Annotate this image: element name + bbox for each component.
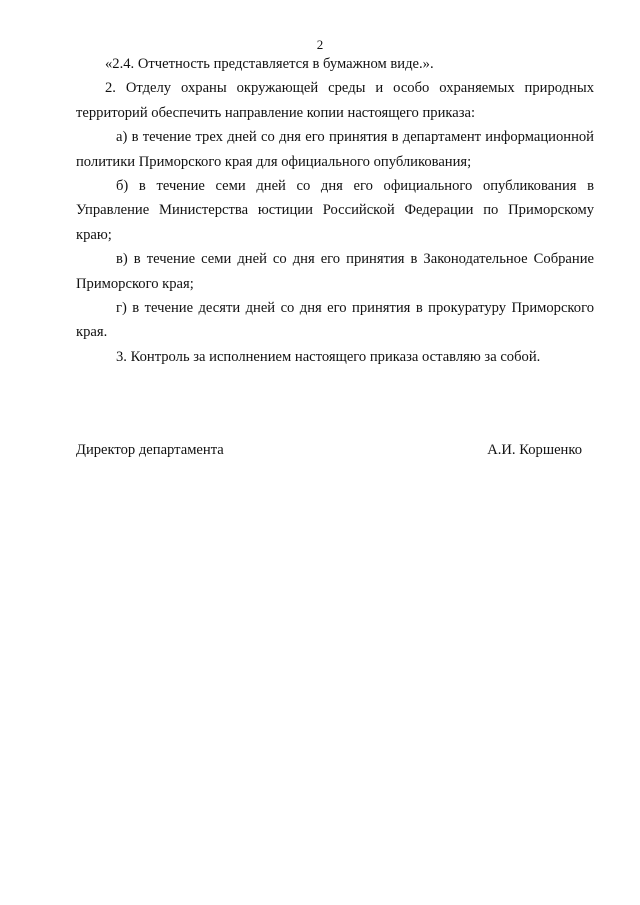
paragraph-item-2: 2. Отделу охраны окружающей среды и особо охраняемых природных территорий обеспечить направление копии настоящего приказа: [76, 80, 594, 121]
signature-block [76, 440, 582, 460]
paragraph-subitem-v: в) в течение семи дней со дня его принятия в Законодательное Собрание Приморского края; [76, 251, 594, 292]
paragraph-reporting-clause: «2.4. Отчетность представляется в бумажном виде.». [105, 56, 434, 72]
paragraph-subitem-b: б) в течение семи дней со дня его официального опубликования в Управление Министерства юстиции Российской Федерации по Приморскому краю; [76, 178, 594, 243]
signatory-position: Директор департамента [76, 442, 224, 458]
signatory-name: А.И. Коршенко [487, 442, 582, 458]
paragraph-item-3: 3. Контроль за исполнением настоящего приказа оставляю за собой. [116, 348, 541, 365]
paragraph-subitem-g: г) в течение десяти дней со дня его принятия в прокуратуру Приморского края. [76, 300, 594, 341]
document-body [76, 52, 594, 369]
paragraph-subitem-a: а) в течение трех дней со дня его принятия в департамент информационной политики Приморского края для официального опубликования; [76, 129, 594, 170]
page-number: 2 [316, 37, 324, 52]
